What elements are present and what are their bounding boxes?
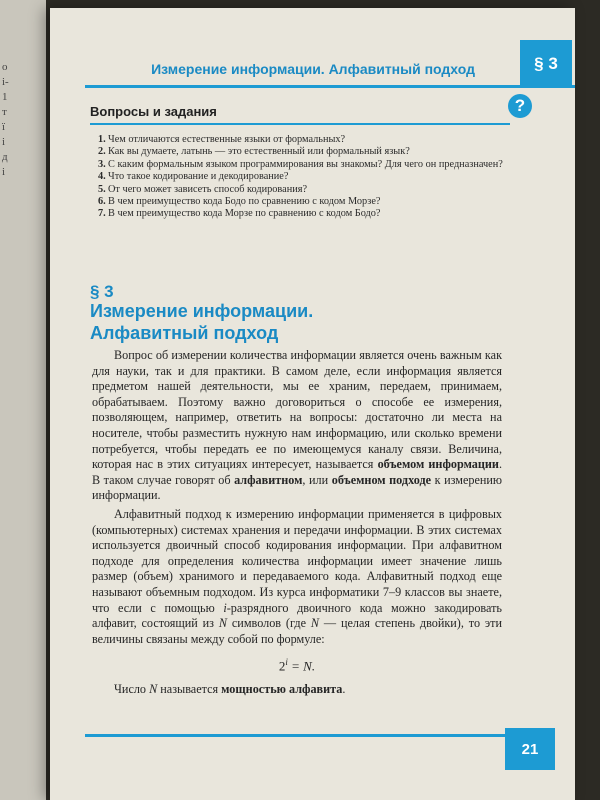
formula-rhs: = N. (287, 658, 316, 674)
prev-fragment: т (2, 106, 7, 118)
item-number: 4. (98, 171, 106, 183)
prev-fragment: і- (2, 76, 9, 88)
previous-page-text (2, 60, 20, 180)
prev-fragment: д (2, 151, 8, 163)
text-run: . В таком случае говорят об (92, 457, 503, 487)
text-run: Число (114, 682, 150, 697)
prev-fragment: і (2, 136, 6, 148)
section-body (92, 348, 502, 698)
item-number: 3. (98, 158, 106, 170)
paragraph-1 (92, 348, 502, 504)
text-run: называется (157, 682, 222, 697)
prev-fragment: і (2, 166, 6, 178)
text-run: Вопрос об измерении количества информации является очень важным как для науки, так и для практики. В самом деле, если информация является предметом нашей деятельности, мы ее храним, передаем, принимаем, обрабатываем. Поэтому важно договориться о способе ее измерения, позволяющем, например, ответить на вопросы: достаточно ли места на носителе, чтобы разместить нужную нам информацию, или сколько времени потребуется, чтобы передать ее по имеющемуся каналу связи. Величина, которая нас в этих ситуациях интересует, называется (92, 348, 502, 472)
item-text: В чем преимущество кода Бодо по сравнению с кодом Морзе? (108, 196, 381, 208)
item-number: 7. (98, 208, 106, 220)
page-number: 21 (505, 728, 555, 770)
formula-exponent: i (285, 657, 288, 668)
item-text: От чего может зависеть способ кодирования? (108, 183, 308, 195)
text-run: к измерению информации. (92, 472, 503, 503)
list-item (98, 134, 508, 146)
list-item (98, 196, 508, 208)
prev-fragment: о (2, 61, 8, 73)
previous-page-edge (0, 0, 46, 800)
text-run: , или (302, 472, 332, 487)
term-bold: алфавитном (234, 472, 303, 487)
list-item (98, 208, 508, 220)
term-bold: объемом информации (377, 457, 499, 472)
prev-fragment: 1 (2, 91, 8, 103)
question-mark-icon: ? (508, 94, 532, 118)
questions-heading: Вопросы и задания (90, 104, 510, 125)
item-number: 1. (98, 134, 106, 145)
questions-list (98, 134, 508, 221)
list-item (98, 159, 508, 171)
formula (92, 655, 502, 674)
text-run: символов (где (227, 616, 311, 631)
item-number: 6. (98, 196, 106, 208)
term-bold: объемном подходе (331, 472, 432, 487)
paragraph-2 (92, 507, 502, 647)
running-header-title: Измерение информации. Алфавитный подход (151, 61, 475, 77)
variable: N (218, 616, 228, 631)
text-run: . (342, 682, 346, 697)
item-text: Как вы думаете, латынь — это естественный или формальный язык? (108, 146, 410, 158)
section-title: Измерение информации. Алфавитный подход (90, 301, 314, 343)
list-item (98, 146, 508, 158)
section-badge: § 3 (520, 40, 572, 87)
running-header (85, 52, 575, 88)
item-text: С каким формальным языком программирования вы знакомы? Для чего он предназначен? (108, 158, 503, 170)
section-number: § 3 (90, 282, 114, 301)
item-text: Чем отличаются естественные языки от формальных? (108, 134, 346, 145)
prev-fragment: ї (2, 121, 6, 133)
variable: N (310, 616, 320, 631)
text-run: -разрядного двоичного кода можно закодировать алфавит, состоящий из (92, 600, 502, 631)
item-number: 2. (98, 146, 106, 158)
text-run: Алфавитный подход к измерению информации применяется в цифровых (компьютерных) системах хранения и передачи информации. В этих системах используется двоичный способ кодирования информации. При алфавитном подходе для определения количества информации имеет значение лишь размер (объем) хранимого и передаваемого кода. Алфавитный подход еще называют объемным подходом. Из курса информатики 7–9 классов вы знаете, что если с помощью (92, 506, 502, 615)
formula-base: 2 (278, 658, 286, 674)
footer-rule (85, 734, 505, 737)
term-bold: мощностью алфавита (221, 682, 343, 697)
variable: i (223, 600, 227, 615)
item-number: 5. (98, 183, 106, 195)
list-item (98, 184, 508, 196)
list-item (98, 171, 508, 183)
item-text: В чем преимущество кода Морзе по сравнению с кодом Бодо? (108, 208, 381, 220)
item-text: Что такое кодирование и декодирование? (108, 171, 289, 183)
text-run: — целая степень двойки), то эти величины связаны между собой по формуле: (92, 616, 502, 646)
paragraph-3 (92, 682, 502, 698)
variable: N (149, 682, 158, 697)
